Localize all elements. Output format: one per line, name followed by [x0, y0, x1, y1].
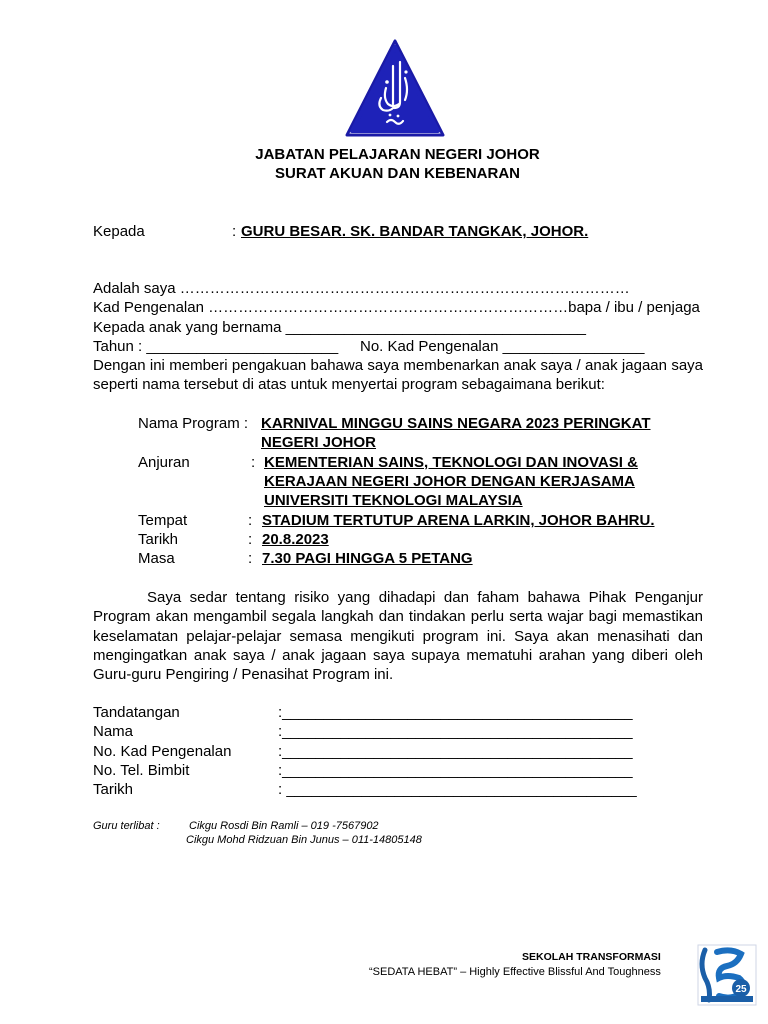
signature-tel-label: No. Tel. Bimbit — [93, 762, 190, 779]
declaration-adalah-saya: Adalah saya ……………………………………………………………………………… — [93, 280, 630, 297]
program-masa-value: 7.30 PAGI HINGGA 5 PETANG — [262, 550, 473, 567]
school-crest-icon — [697, 944, 757, 1006]
recipient-colon: : — [232, 223, 237, 240]
program-anjuran-line1: KEMENTERIAN SAINS, TEKNOLOGI DAN INOVASI & — [264, 454, 638, 471]
recipient-label: Kepada — [93, 223, 145, 240]
letter-heading-department: JABATAN PELAJARAN NEGERI JOHOR — [255, 146, 540, 163]
program-anjuran-colon: : — [251, 454, 256, 471]
program-tempat-label: Tempat — [138, 512, 188, 529]
contacts-teacher-2: Cikgu Mohd Ridzuan Bin Junus – 011-14805148 — [186, 834, 422, 846]
program-anjuran-label: Anjuran — [138, 454, 190, 471]
signature-tandatangan-line: :__________________________________________ — [278, 704, 633, 721]
footer-title: SEKOLAH TRANSFORMASI — [522, 951, 661, 963]
declaration-kepada-anak: Kepada anak yang bernama ____________________________________ — [93, 319, 586, 336]
program-name-line2: NEGERI JOHOR — [261, 434, 377, 451]
declaration-no-kad: No. Kad Pengenalan _________________ — [360, 338, 645, 355]
program-masa-label: Masa — [138, 550, 175, 567]
signature-tel-line: :__________________________________________ — [278, 762, 633, 779]
signature-tarikh-label: Tarikh — [93, 781, 134, 798]
recipient-value: GURU BESAR. SK. BANDAR TANGKAK, JOHOR. — [241, 223, 589, 240]
signature-nokp-label: No. Kad Pengenalan — [93, 743, 232, 760]
signature-nokp-line: :__________________________________________ — [278, 743, 633, 760]
contacts-teacher-1: Cikgu Rosdi Bin Ramli – 019 -7567902 — [189, 820, 379, 832]
program-tarikh-label: Tarikh — [138, 531, 179, 548]
awareness-paragraph: Saya sedar tentang risiko yang dihadapi dan faham bahawa Pihak Penganjur Program akan mengambil segala langkah dan tindakan perlu serta wajar bagi memastikan keselamatan pelajar-pelajar semasa mengikuti program ini. Saya akan menasihati dan mengingatkan anak saya / anak jagaan saya supaya mematuhi arahan yang diberi oleh Guru-guru Pengiring / Penasihat Program ini. — [93, 589, 703, 684]
program-tempat-colon: : — [248, 512, 253, 529]
program-tempat-value: STADIUM TERTUTUP ARENA LARKIN, JOHOR BAHRU. — [262, 512, 655, 529]
declaration-statement: Dengan ini memberi pengakuan bahawa saya membenarkan anak saya / anak jagaan saya seperti nama tersebut di atas untuk menyertai program sebagaimana berikut: — [93, 357, 703, 394]
signature-tandatangan-label: Tandatangan — [93, 704, 180, 721]
signature-nama-label: Nama — [93, 723, 134, 740]
contacts-label: Guru terlibat : — [93, 820, 160, 832]
signature-tarikh-line: : __________________________________________ — [278, 781, 637, 798]
declaration-tahun: Tahun : _______________________ — [93, 338, 339, 355]
program-anjuran-line2: KERAJAAN NEGERI JOHOR DENGAN KERJASAMA — [264, 473, 635, 490]
program-masa-colon: : — [248, 550, 253, 567]
declaration-kad-pengenalan: Kad Pengenalan ………………………………………………………………bapa / ibu / penjaga — [93, 299, 700, 316]
program-tarikh-value: 20.8.2023 — [262, 531, 329, 548]
signature-nama-line: :__________________________________________ — [278, 723, 633, 740]
letter-heading-title: SURAT AKUAN DAN KEBENARAN — [275, 165, 520, 182]
program-tarikh-colon: : — [248, 531, 253, 548]
jabatan-pelajaran-logo-icon — [343, 38, 447, 140]
program-name-label: Nama Program : — [138, 415, 249, 432]
footer-slogan: “SEDATA HEBAT” – Highly Effective Blissful And Toughness — [369, 966, 661, 978]
program-name-line1: KARNIVAL MINGGU SAINS NEGARA 2023 PERINGKAT — [261, 415, 651, 432]
program-anjuran-line3: UNIVERSITI TEKNOLOGI MALAYSIA — [264, 492, 523, 509]
crest-number: 25 — [735, 984, 747, 995]
